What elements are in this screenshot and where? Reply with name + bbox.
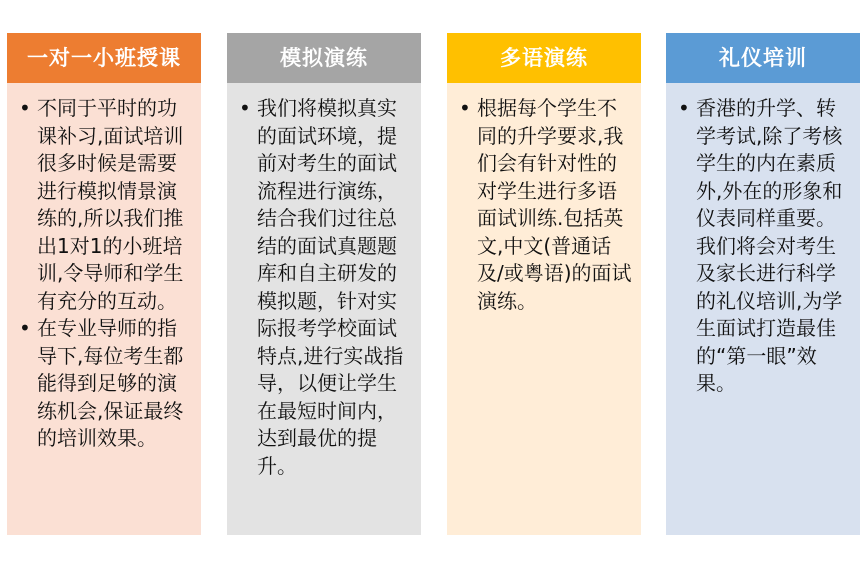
column-etiquette-training bbox=[666, 33, 860, 535]
bullet-list bbox=[455, 95, 633, 315]
bullet-item: • 在专业导师的指导下,每位考生都能得到足够的演练机会,保证最终的培训效果。 bbox=[15, 315, 193, 453]
column-body bbox=[7, 83, 201, 535]
column-header: 一对一小班授课 bbox=[7, 33, 201, 83]
column-body bbox=[666, 83, 860, 535]
column-multilingual-drill bbox=[447, 33, 641, 535]
column-body bbox=[447, 83, 641, 535]
bullet-list bbox=[235, 95, 413, 480]
column-header: 多语演练 bbox=[447, 33, 641, 83]
column-header: 礼仪培训 bbox=[666, 33, 860, 83]
column-body bbox=[227, 83, 421, 535]
bullet-item: • 不同于平时的功课补习,面试培训很多时候是需要进行模拟情景演练的,所以我们推出1对1的小班培训,令导师和学生有充分的互动。 bbox=[15, 95, 193, 315]
bullet-item: • 香港的升学、转学考试,除了考核学生的内在素质外,外在的形象和仪表同样重要。我们将会对考生及家长进行科学的礼仪培训,为学生面试打造最佳的“第一眼”效果。 bbox=[674, 95, 852, 398]
column-mock-drill bbox=[227, 33, 421, 535]
bullet-list bbox=[15, 95, 193, 453]
bullet-item: • 根据每个学生不同的升学要求,我们会有针对性的对学生进行多语面试训练.包括英文,中文(普通话及/或粤语)的面试演练。 bbox=[455, 95, 633, 315]
bullet-item: • 我们将模拟真实的面试环境，提前对考生的面试流程进行演练，结合我们过往总结的面试真题题库和自主研发的模拟题，针对实际报考学校面试特点,进行实战指导，以便让学生在最短时间内，达到最优的提升。 bbox=[235, 95, 413, 480]
bullet-list bbox=[674, 95, 852, 398]
column-header: 模拟演练 bbox=[227, 33, 421, 83]
column-one-on-one-class bbox=[7, 33, 201, 535]
